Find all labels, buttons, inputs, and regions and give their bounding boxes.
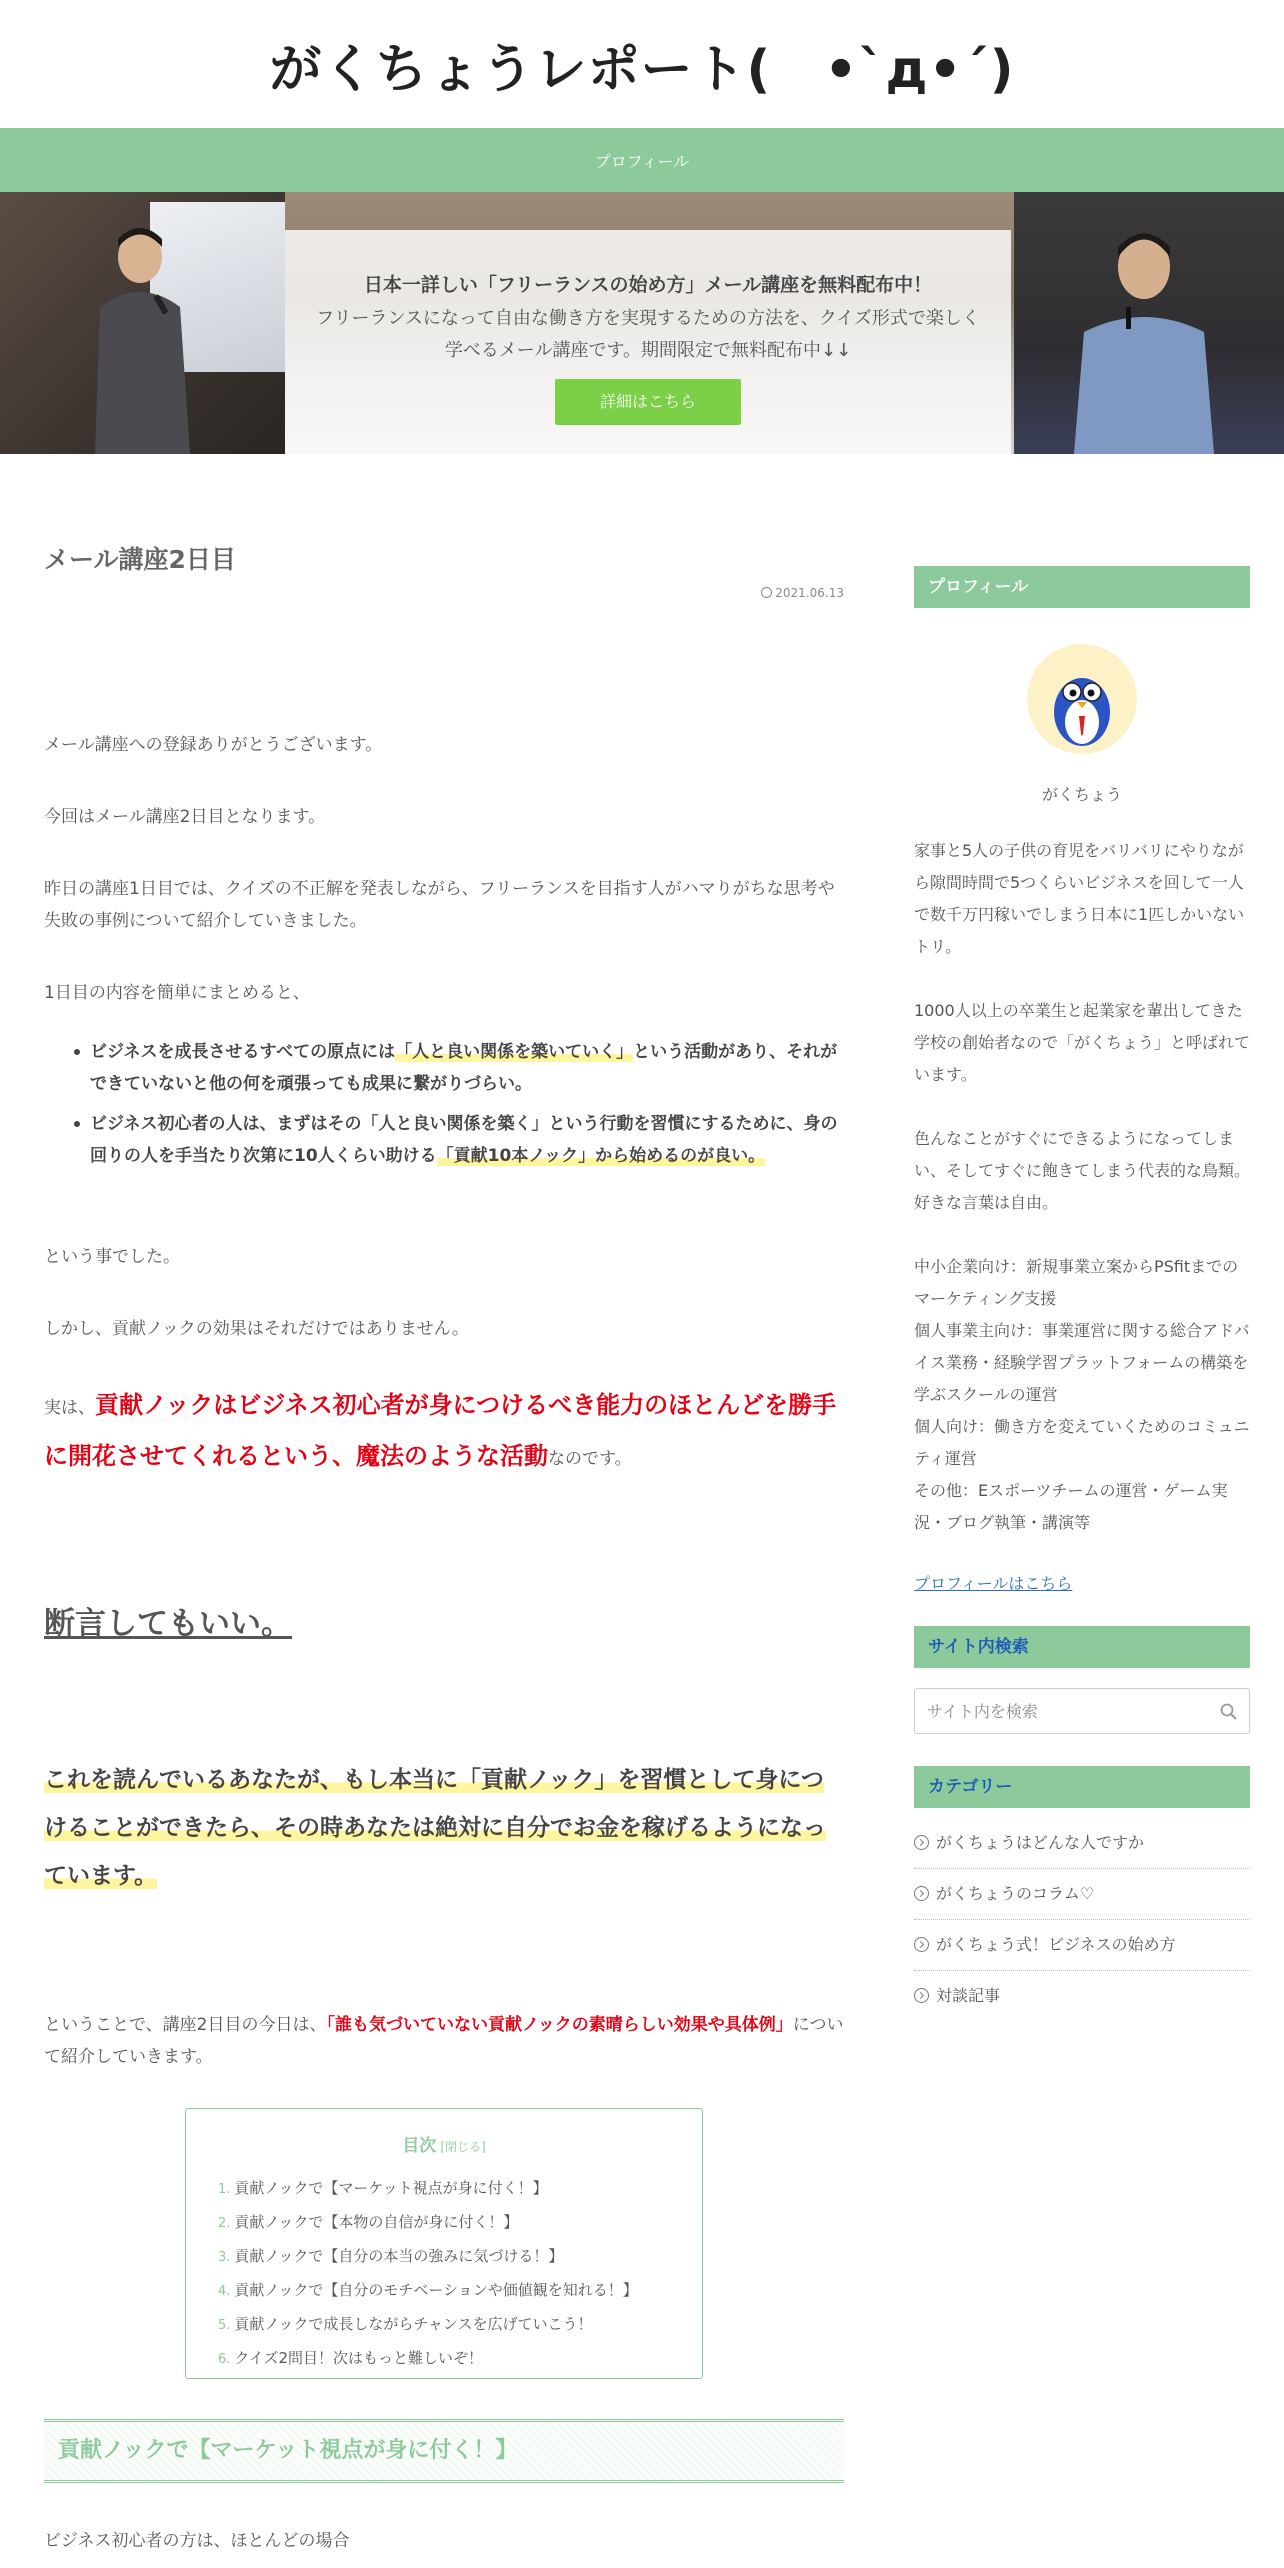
paragraph-magic: 実は、貢献ノックはビジネス初心者が身につけるべき能力のほとんどを勝手に開花させてくれるという、魔法のような活動なのです。	[44, 1391, 837, 1470]
toc-title: 目次 [閉じる]	[402, 2136, 486, 2156]
category-label[interactable]: がくちょう式！ビジネスの始め方	[936, 1935, 1176, 1954]
clock-icon	[761, 587, 772, 598]
summary-item-2: ビジネス初心者の人は、まずはその「人と良い関係を築く」という行動を習慣にするために、身の回りの人を手当たり次第に10人くらい助ける「貢献10本ノック」から始めるのが良い。	[74, 1108, 844, 1172]
toc-item-label[interactable]: クイズ2問目！次はもっと難しいぞ！	[234, 2349, 484, 2367]
toc-item[interactable]	[218, 2308, 702, 2342]
profile-link[interactable]: プロフィールはこちら	[914, 1574, 1073, 1593]
toc-item-number: 4.	[218, 2284, 231, 2299]
category-item[interactable]	[914, 1818, 1250, 1869]
paragraph-conclusion: という事でした。	[44, 1247, 180, 1267]
paragraph-however: しかし、貢献ノックの効果はそれだけではありません。	[44, 1319, 469, 1339]
section-heading-market: 貢献ノックで【マーケット視点が身に付く！】	[44, 2419, 844, 2483]
penguin-mascot-icon	[1027, 644, 1137, 754]
search-box	[914, 1688, 1250, 1734]
bio-paragraph: 家事と5人の子供の育児をバリバリにやりながら隙間時間で5つくらいビジネスを回して一人で数千万円稼いでしまう日本に1匹しかいないトリ。	[914, 841, 1245, 956]
site-title[interactable]: がくちょうレポート( •`д•´)	[269, 39, 1015, 100]
banner-overlay	[285, 230, 1011, 454]
summary-list	[74, 1036, 844, 1180]
author-name: がくちょう	[1041, 785, 1122, 804]
nav-item-profile[interactable]: プロフィール	[594, 151, 690, 171]
table-of-contents	[185, 2108, 703, 2379]
paragraph-beginner: ビジネス初心者の方は、ほとんどの場合	[44, 2531, 350, 2551]
toc-item[interactable]	[218, 2240, 702, 2274]
site-header	[0, 0, 1284, 128]
search-widget-title: サイト内検索	[914, 1626, 1250, 1668]
red-emphasis: 「誰も気づいていない貢献ノックの素晴らしい効果や具体例」	[326, 2015, 793, 2035]
category-item[interactable]	[914, 1869, 1250, 1920]
hero-banner	[0, 192, 1284, 454]
paragraph-summary-intro: 1日目の内容を簡単にまとめると、	[44, 983, 310, 1003]
category-label[interactable]: がくちょうはどんな人ですか	[936, 1833, 1145, 1852]
paragraph-thanks: メール講座への登録ありがとうございます。	[44, 735, 383, 755]
chevron-right-icon	[914, 1886, 929, 1901]
chevron-right-icon	[914, 1937, 929, 1952]
article-title: メール講座2日目	[44, 545, 236, 574]
toc-item-label[interactable]: 貢献ノックで成長しながらチャンスを広げていこう！	[234, 2315, 593, 2333]
chevron-right-icon	[914, 1835, 929, 1850]
profile-widget-title: プロフィール	[914, 566, 1250, 608]
sidebar	[914, 566, 1250, 2022]
author-bio	[914, 835, 1250, 1539]
toc-item[interactable]	[218, 2206, 702, 2240]
category-list	[914, 1818, 1250, 2022]
paragraph-day2: 今回はメール講座2日目となります。	[44, 807, 326, 827]
marker-paragraph: これを読んでいるあなたが、もし本当に「貢献ノック」を習慣として身につけることができたら、その時あなたは絶対に自分でお金を稼げるようになっています。	[44, 1767, 826, 1889]
red-emphasis: 貢献ノックはビジネス初心者が身につけるべき能力のほとんどを勝手に開花させてくれるという、魔法のような活動	[44, 1391, 837, 1470]
toc-item[interactable]	[218, 2274, 702, 2308]
summary-item-1: ビジネスを成長させるすべての原点には「人と良い関係を築いていく」という活動があり、それができていないと他の何を頑張っても成果に繋がりづらい。	[74, 1036, 844, 1100]
avatar	[1027, 644, 1137, 754]
toc-list	[218, 2172, 702, 2376]
search-input[interactable]	[915, 1689, 1249, 1733]
bio-paragraph: その他：Eスポーツチームの運営・ゲーム実況・ブログ執筆・講演等	[914, 1481, 1228, 1532]
toc-toggle-link[interactable]: [閉じる]	[440, 2140, 486, 2154]
bio-paragraph: 色んなことがすぐにできるようになってしまい、そしてすぐに飽きてしまう代表的な鳥類。好きな言葉は自由。	[914, 1129, 1251, 1212]
toc-item-number: 6.	[218, 2352, 231, 2367]
category-label[interactable]: がくちょうのコラム♡	[936, 1884, 1095, 1903]
speaker-photo-left	[0, 192, 285, 454]
highlight-text: 「人と良い関係を築いていく」	[395, 1042, 634, 1062]
category-label[interactable]: 対談記事	[936, 1986, 1001, 2005]
toc-item-label[interactable]: 貢献ノックで【自分のモチベーションや価値観を知れる！】	[234, 2281, 638, 2299]
speaker-photo-right	[1014, 192, 1284, 454]
category-item[interactable]	[914, 1920, 1250, 1971]
paragraph-intro-day2: ということで、講座2日目の今日は、「誰も気づいていない貢献ノックの素晴らしい効果や具体例」について紹介していきます。	[44, 2015, 844, 2067]
chevron-right-icon	[914, 1988, 929, 2003]
paragraph-recap: 昨日の講座1日目では、クイズの不正解を発表しながら、フリーランスを目指す人がハマりがちな思考や失敗の事例について紹介していきました。	[44, 879, 835, 931]
date-text: 2021.06.13	[775, 586, 844, 600]
global-nav	[0, 128, 1284, 192]
toc-item[interactable]	[218, 2342, 702, 2376]
banner-title: 日本一詳しい「フリーランスの始め方」メール講座を無料配布中！	[363, 274, 933, 296]
bio-paragraph: 個人向け：働き方を変えていくためのコミュニティ運営	[914, 1417, 1250, 1468]
category-item[interactable]	[914, 1971, 1250, 2022]
highlight-text: 「貢献10本ノック」から始めるのが良い。	[436, 1146, 766, 1166]
main-content	[44, 540, 844, 2568]
bio-paragraph: 中小企業向け：新規事業立案からPSfitまでのマーケティング支援	[914, 1257, 1239, 1308]
toc-item-label[interactable]: 貢献ノックで【自分の本当の強みに気づける！】	[234, 2247, 564, 2265]
toc-item-number: 3.	[218, 2250, 231, 2265]
toc-item-label[interactable]: 貢献ノックで【本物の自信が身に付く！】	[234, 2213, 519, 2231]
toc-item-number: 5.	[218, 2318, 231, 2333]
toc-item-number: 2.	[218, 2216, 231, 2231]
category-widget-title: カテゴリー	[914, 1766, 1250, 1808]
toc-item-number: 1.	[218, 2182, 231, 2197]
declaration-heading: 断言してもいい。	[44, 1606, 292, 1642]
banner-description: フリーランスになって自由な働き方を実現するための方法を、クイズ形式で楽しく学べるメール講座です。期間限定で無料配布中↓↓	[316, 308, 980, 361]
bio-paragraph: 1000人以上の卒業生と起業家を輩出してきた学校の創始者なので「がくちょう」と呼ばれています。	[914, 1001, 1251, 1084]
search-icon[interactable]	[1220, 1703, 1237, 1720]
bio-paragraph: 個人事業主向け：事業運営に関する総合アドバイス業務・経験学習プラットフォームの構築を学ぶスクールの運営	[914, 1321, 1250, 1404]
toc-item[interactable]	[218, 2172, 702, 2206]
banner-details-button[interactable]: 詳細はこちら	[555, 379, 741, 425]
toc-item-label[interactable]: 貢献ノックで【マーケット視点が身に付く！】	[234, 2179, 548, 2197]
article-date	[44, 586, 844, 600]
